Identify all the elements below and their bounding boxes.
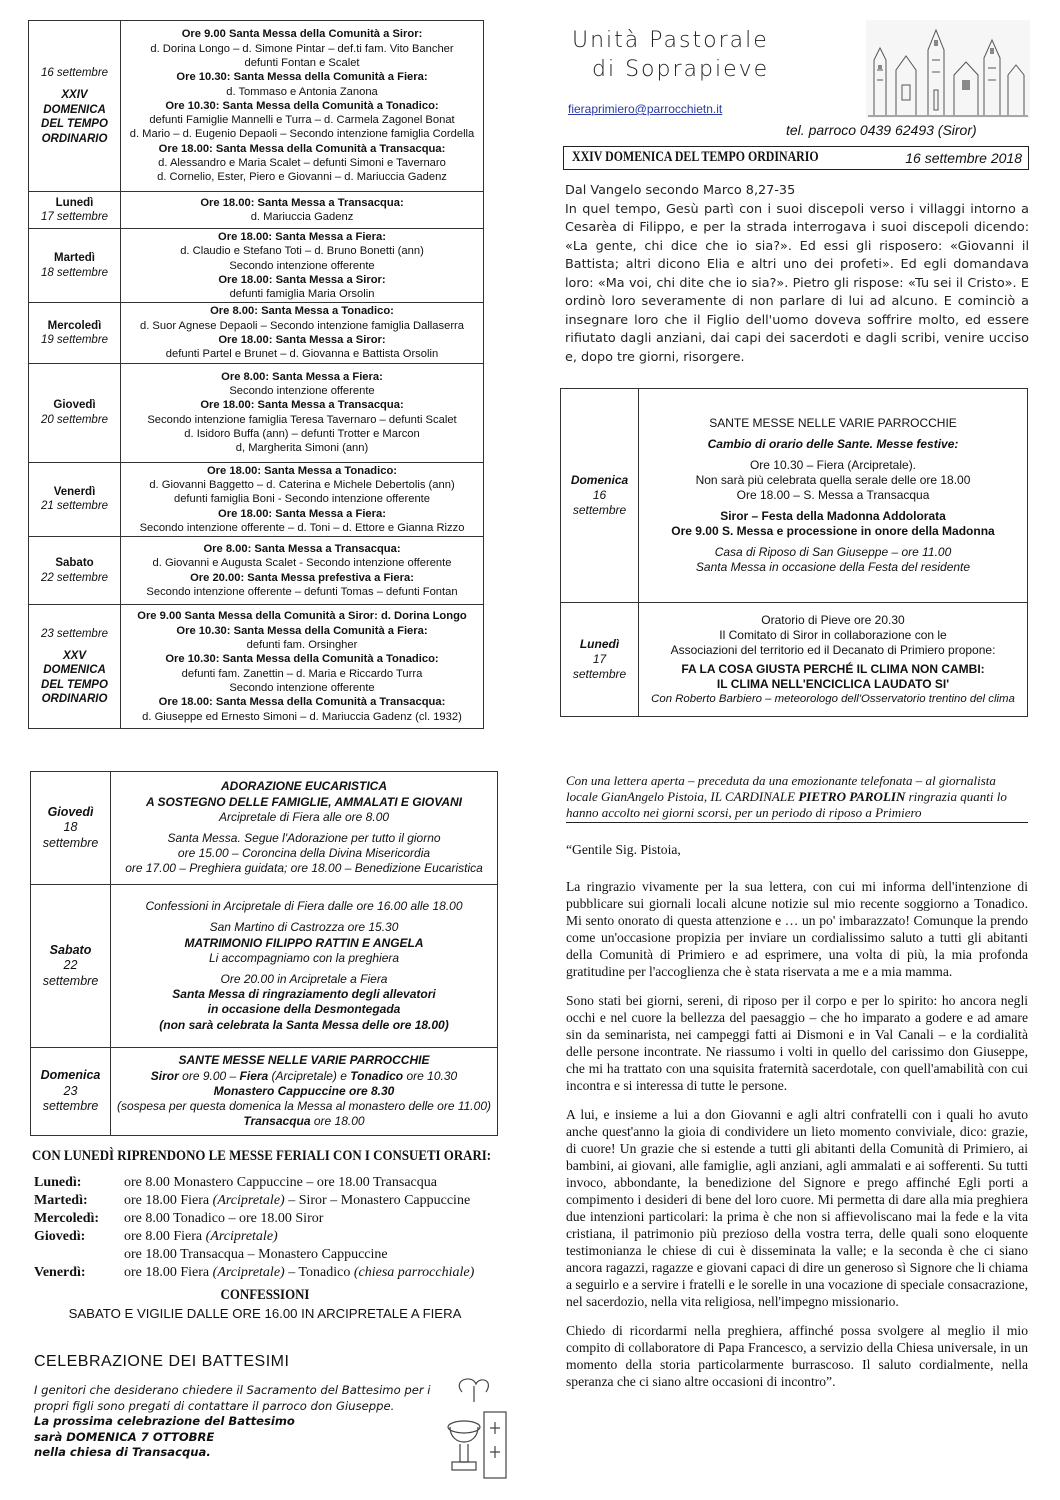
weekly-events-table	[30, 771, 498, 1136]
schedule-day-cell	[29, 192, 121, 229]
mass-time-line: Ore 18.00: Santa Messa a Siror:	[218, 273, 386, 286]
mass-intention-line: Secondo intenzione offerente	[229, 385, 375, 398]
mass-intention-line: d. Cornelio, Ester, Piero e Giovanni – d. Mariuccia Gadenz	[157, 171, 447, 184]
schedule-row	[29, 363, 484, 462]
day-name: Giovedì	[53, 399, 96, 412]
banner-sunday-title: XXIV DOMENICA DEL TEMPO ORDINARIO	[572, 149, 819, 165]
event-line: Santa Messa in occasione della Festa del residente	[695, 560, 971, 574]
liturgical-sunday	[32, 649, 117, 707]
wedding-title: MATRIMONIO FILIPPO RATTIN E ANGELA	[184, 935, 424, 950]
day-number: 18	[63, 820, 78, 835]
mass-intention-line: d. Giuseppe ed Ernesto Simoni – d. Mariuccia Gadenz (cl. 1932)	[142, 710, 462, 723]
day-date: 20 settembre	[40, 413, 109, 426]
mass-intention-line: d. Mariuccia Gadenz	[250, 211, 354, 223]
day-month: settembre	[572, 667, 627, 681]
day-name: Domenica	[40, 1068, 101, 1083]
weekday-mass-text: ore 8.00 Monastero Cappuccine – ore 18.00 Transacqua	[124, 1175, 437, 1190]
day-cell-saturday-22	[31, 885, 111, 1048]
liturgical-sunday-line: ORDINARIO	[41, 132, 108, 145]
weekday-masses-list	[34, 1174, 504, 1282]
mass-intention-line: d. Suor Agnese Depaoli – Secondo intenzione famiglia Dallaserra	[139, 319, 465, 332]
weekday-name: Lunedì:	[34, 1175, 82, 1190]
day-name: Domenica	[570, 473, 629, 487]
day-number: 16	[592, 488, 607, 502]
day-name: Martedì	[54, 252, 95, 265]
weekday-masses	[124, 1246, 388, 1264]
banner-date: 16 settembre 2018	[905, 150, 1022, 166]
mass-time-line: Ore 18.00: Santa Messa della Comunità a Transacqua:	[158, 142, 446, 155]
schedule-change-title: Cambio di orario delle Sante. Messe festive:	[707, 437, 959, 451]
cardinal-name: PIETRO PAROLIN	[798, 789, 906, 804]
parish-masses-line	[115, 1069, 493, 1084]
monday-17-events	[639, 603, 1028, 717]
letter-intro-text: Con una lettera aperta – preceduta da una emozionante telefonata – al giornalista locale GianAngelo Pistoia, IL CARDINALE	[566, 773, 996, 804]
mass-time-line: Ore 18.00: Santa Messa a Tonadico:	[206, 464, 398, 477]
mass-intention-line: Secondo intenzione offerente	[229, 681, 375, 694]
schedule-day-cell	[29, 605, 121, 729]
mass-intention-line: Secondo intenzione famiglia Teresa Tavernaro – defunti Scalet	[147, 413, 457, 426]
mass-intention-line: defunti Famiglie Mannelli e Turra – d. Carmela Zagonel Bonat	[149, 114, 455, 127]
sunday-23-events	[111, 1048, 498, 1136]
weekday-name: Venerdì:	[34, 1265, 86, 1280]
mass-time-line: Ore 9.00 Santa Messa della Comunità a Siror: d. Dorina Longo	[137, 610, 467, 623]
event-line: Confessioni in Arcipretale di Fiera dalle ore 16.00 alle 18.00	[145, 899, 463, 914]
mass-time: ore 10.30	[403, 1068, 458, 1083]
mass-intention-line: d. Alessandro e Maria Scalet – defunti Simoni e Tavernaro	[158, 157, 446, 170]
day-cell-sunday-16	[561, 389, 639, 603]
schedule-row	[29, 462, 484, 536]
day-month: settembre	[42, 1099, 99, 1114]
mass-time-line: Ore 18.00: Santa Messa a Fiera:	[218, 507, 386, 520]
mass-time: ore 9.00 –	[178, 1068, 240, 1083]
mass-intention-line: defunti famiglia Boni - Secondo intenzione offerente	[173, 493, 431, 506]
mass-schedule-table	[28, 20, 484, 729]
gospel-text: In quel tempo, Gesù partì con i suoi discepoli verso i villaggi intorno a Cesarèa di Filippo, e per la strada interrogava i suoi discepoli dicendo: «La gente, chi dice che io sia?». Ed essi gli risposero: «Giovanni il Battista; altri dicono Elia e altri uno dei profeti». Ed egli domandava loro: «Ma voi, chi dite che io sia?». Pietro gli rispose: «Tu sei il Cristo». E ordinò loro severamente di non parlare di lui ad alcuno. E cominciò a insegnare loro che il Figlio dell'uomo doveva soffrire molto, ed essere rifiutato dagli anziani, dai capi dei sacerdoti e dagli scribi, venire ucciso e, dopo tre giorni, risorgere.	[565, 201, 1029, 365]
liturgical-sunday-line: XXIV	[61, 89, 88, 102]
mass-time-line: Ore 18.00: Santa Messa a Siror:	[218, 334, 386, 347]
conference-title: IL CLIMA NELL'ENCICLICA LAUDATO SI'	[716, 676, 950, 691]
event-line: ore 17.00 – Preghiera guidata; ore 18.00 – Benedizione Eucaristica	[125, 861, 483, 876]
parish-events-table	[560, 388, 1028, 717]
event-line: Li accompagniamo con la preghiera	[208, 950, 400, 965]
schedule-row	[29, 229, 484, 303]
letter-greeting: “Gentile Sig. Pistoia,	[566, 842, 681, 857]
liturgical-sunday-line: DOMENICA	[43, 664, 106, 677]
letter-paragraph-3: A lui, e insieme a lui a don Giovanni e agli altri confratelli con i quali ho avuto anche quest'anno la gioia di condividere un lieto momento conviviale, dico: grazie, di cuore! Un grazie che si estende a tutti gli abitanti della Comunità di Primiero, ai bambini, ai giovani, alle famiglie, agli anziani, agli ammalati e ai sofferenti. Su tutti invoco, abbondante, la benedizione del Signore e prego affinché Egli porti a compimento i desideri di bene del loro cuore. Mi permetta di dare alla mia preghiera due intenzioni particolari: la prima è che non si affievoliscano mai la fede e la vita cristiana, il patrimonio più prezioso della vostra terra, delle quali sono eloquente testimonianza le chiese di cui è disseminata la valle; e la seconda è che ci siano ancora ragazzi, ragazze e giovani capaci di dire un generoso sì Signore che li chiama a seguirlo e a servire i fratelli e le sorelle in una vocazione di speciale consacrazione, nel sacerdozio, nella vita religiosa, nell'impegno missionario.	[566, 1107, 1028, 1309]
day-date: 18 settembre	[40, 266, 109, 279]
parish-name: Fiera	[239, 1068, 269, 1083]
schedule-day-cell	[29, 21, 121, 192]
events-heading: SANTE MESSE NELLE VARIE PARROCCHIE	[178, 1053, 430, 1068]
event-line: Arcipretale di Fiera alle ore 8.00	[218, 809, 390, 824]
mass-time-line: Ore 9.00 Santa Messa della Comunità a Siror:	[181, 28, 423, 41]
event-line: Santa Messa di ringraziamento degli allevatori	[172, 987, 436, 1002]
event-line: Associazioni del territorio ed il Decanato di Primiero propone:	[670, 642, 996, 657]
liturgical-sunday-line: ORDINARIO	[41, 693, 108, 706]
weekday-mass-text: ore 8.00 Tonadico – ore 18.00 Siror	[124, 1211, 324, 1226]
event-line: Il Comitato di Siror in collaborazione con le	[719, 627, 947, 642]
mass-time-line: Ore 18.00: Santa Messa a Transacqua:	[200, 399, 404, 412]
mass-time-line: Ore 18.00: Santa Messa della Comunità a Transacqua:	[158, 696, 446, 709]
weekday-name: Mercoledì:	[34, 1211, 100, 1226]
baptism-font-illustration	[442, 1372, 512, 1484]
mass-intention-line: defunti Partel e Brunet – d. Giovanna e Battista Orsolin	[165, 348, 439, 361]
schedule-row	[29, 537, 484, 605]
day-name: Giovedì	[47, 804, 94, 819]
day-month: settembre	[572, 503, 627, 517]
event-line: in occasione della Desmontegada	[207, 1002, 401, 1017]
weekly-schedule	[28, 20, 484, 729]
letter-intro-text: ringrazia quanti lo hanno accolto nei giorni scorsi, per un periodo di riposo a Primiero	[566, 789, 1007, 820]
liturgical-sunday-line: DOMENICA	[43, 103, 106, 116]
schedule-masses-cell	[121, 537, 484, 605]
event-line: (non sarà celebrata la Santa Messa delle ore 18.00)	[159, 1017, 449, 1032]
event-line: Casa di Riposo di San Giuseppe – ore 11.00	[714, 545, 952, 559]
day-name: Mercoledì	[47, 319, 102, 332]
confessions-title: CONFESSIONI	[220, 1287, 310, 1303]
mass-intention-line: defunti fam. Zanettin – d. Maria e Riccardo Turra	[181, 667, 423, 680]
event-line: Non sarà più celebrata quella serale delle ore 18.00	[695, 473, 971, 487]
baptism-text	[34, 1383, 454, 1461]
schedule-masses-cell	[121, 303, 484, 363]
letter-paragraph-4: Chiedo di ricordarmi nella preghiera, affinché possa svolgere al meglio il mio compito di collaboratore di Papa Francesco, a servizio della Chiesa universale, in un momento della storia particolarmente burrascoso. Il saluto cordialmente, nella speranza che ci siano altre occasioni di incontro”.	[566, 1323, 1028, 1389]
event-line: Monastero Cappuccine ore 8.30	[213, 1083, 395, 1098]
schedule-row	[29, 192, 484, 229]
schedule-masses-cell	[121, 605, 484, 729]
mass-time-line: Ore 10.30: Santa Messa della Comunità a Fiera:	[176, 624, 428, 637]
day-cell-sunday-23	[31, 1048, 111, 1136]
weekday-mass-text: – Tonadico	[284, 1265, 354, 1280]
schedule-masses-cell	[121, 462, 484, 536]
church-note: (Arcipretale)	[212, 1193, 285, 1208]
saturday-events	[111, 885, 498, 1048]
schedule-masses-cell	[121, 229, 484, 303]
parish-title-line1: Unità Pastorale	[572, 28, 769, 53]
mass-intention-line: d. Mario – d. Eugenio Depaoli – Secondo intenzione famiglia Cordella	[129, 128, 475, 141]
mass-intention-line: defunti Fontan e Scalet	[244, 56, 360, 69]
mass-intention-line: Secondo intenzione offerente – defunti Tomas – defunti Fontan	[146, 585, 458, 598]
event-line: Santa Messa. Segue l'Adorazione per tutto il giorno	[167, 831, 441, 845]
schedule-masses-cell	[121, 192, 484, 229]
day-name: Sabato	[55, 557, 94, 570]
weekday-row	[34, 1210, 504, 1228]
weekday-row	[34, 1246, 504, 1264]
liturgical-sunday-line: DEL TEMPO	[41, 678, 108, 691]
baptism-title: CELEBRAZIONE DEI BATTESIMI	[34, 1353, 290, 1370]
event-line: ore 15.00 – Coroncina della Divina Misericordia	[177, 846, 431, 861]
parish-name: Tonadico	[350, 1068, 404, 1083]
liturgical-sunday	[32, 88, 117, 146]
mass-intention-line: d. Dorina Longo – d. Simone Pintar – def.ti fam. Vito Bancher	[150, 42, 454, 55]
date-banner	[563, 146, 1029, 170]
mass-time-line: Ore 20.00: Santa Messa prefestiva a Fiera:	[190, 571, 414, 584]
confessions-text: SABATO E VIGILIE DALLE ORE 16.00 IN ARCIPRETALE A FIERA	[68, 1306, 462, 1321]
parish-title	[572, 28, 769, 82]
cardinal-letter	[566, 773, 1028, 1402]
mass-time-line: Ore 10.30: Santa Messa della Comunità a Fiera:	[176, 71, 428, 84]
letter-paragraph-2: Sono stati bei giorni, sereni, di riposo per il corpo e per lo spirito: ho ancora negli occhi e nel cuore la bellezza del paesaggio – che ho imparato a godere e ad amare sin da seminarista, nei campeggi fatti ai Dismoni e in Val Canali – e la cordialità delle persone incontrate. Ne riassumo i volti in quello del carissimo don Giuseppe, che mi ha trattato con una squisita fraternità sacerdotale, con quell'amabilità con cui incontra e si interessa di tutte le persone.	[566, 993, 1028, 1093]
weekday-name	[34, 1246, 124, 1264]
baptism-church: nella chiesa di Transacqua.	[34, 1445, 211, 1459]
event-line: Ore 20.00 in Arcipretale a Fiera	[220, 972, 388, 986]
feast-detail: Ore 9.00 S. Messa e processione in onore della Madonna	[671, 524, 995, 538]
weekday-masses-heading: CON LUNEDÌ RIPRENDONO LE MESSE FERIALI CON I CONSUETI ORARI:	[32, 1148, 492, 1164]
mass-time-line: Ore 8.00: Santa Messa a Tonadico:	[210, 305, 394, 318]
phone-number: tel. parroco 0439 62493 (Siror)	[786, 122, 977, 138]
weekday-masses	[124, 1192, 470, 1210]
schedule-masses-cell	[121, 363, 484, 462]
day-name: Venerdì	[53, 486, 96, 499]
conference-title: FA LA COSA GIUSTA PERCHÉ IL CLIMA NON CAMBI:	[681, 661, 985, 676]
weekday-mass-text: ore 18.00 Fiera	[124, 1193, 213, 1208]
weekday-mass-text: – Siror – Monastero Cappuccine	[284, 1193, 471, 1208]
weekday-name: Giovedì:	[34, 1229, 86, 1244]
church-note: (Arcipretale)	[212, 1265, 285, 1280]
mass-intention-line: defunti famiglia Maria Orsolin	[229, 288, 375, 301]
parish-title-line2: di Soprapieve	[592, 57, 770, 82]
day-number: 17	[592, 652, 607, 666]
parish-name: Siror	[150, 1068, 179, 1083]
day-month: settembre	[42, 973, 99, 988]
day-date: 17 settembre	[40, 211, 109, 223]
mass-intention-line: defunti fam. Orsingher	[246, 639, 358, 652]
adoration-subtitle: A SOSTEGNO DELLE FAMIGLIE, AMMALATI E GIOVANI	[145, 794, 462, 809]
thursday-events	[111, 772, 498, 885]
schedule-day-cell	[29, 462, 121, 536]
day-name: Lunedì	[55, 196, 94, 209]
schedule-row	[29, 605, 484, 729]
day-date: 23 settembre	[40, 627, 109, 640]
mass-intention-line: Secondo intenzione offerente	[229, 259, 375, 272]
letter-intro	[566, 773, 1028, 823]
schedule-day-cell	[29, 303, 121, 363]
church-note: (Arcipretale)	[205, 1229, 278, 1244]
mass-time-line: Ore 10.30: Santa Messa della Comunità a Tonadico:	[165, 99, 439, 112]
weekday-mass-text: ore 18.00 Fiera	[124, 1265, 213, 1280]
liturgical-sunday-line: XXV	[62, 650, 86, 663]
mass-time-line: Ore 18.00: Santa Messa a Transacqua:	[200, 196, 404, 209]
mass-intention-line: d. Giovanni Baggetto – d. Caterina e Michele Debertolis (ann)	[149, 478, 455, 491]
schedule-day-cell	[29, 363, 121, 462]
churches-illustration	[866, 20, 1030, 118]
baptism-date: sarà DOMENICA 7 OTTOBRE	[34, 1429, 215, 1444]
day-number: 22	[63, 958, 78, 973]
day-date: 21 settembre	[40, 500, 109, 513]
baptism-line: I genitori che desiderano chiedere il Sacramento del Battesimo per i	[34, 1383, 431, 1397]
church-note: (chiesa parrocchiale)	[353, 1265, 475, 1280]
event-line: Oratorio di Pieve ore 20.30	[761, 612, 905, 627]
day-name: Lunedì	[579, 637, 620, 651]
mass-intention-line: d. Tommaso e Antonia Zanona	[226, 85, 378, 98]
gospel-section	[565, 182, 1029, 367]
schedule-row	[29, 303, 484, 363]
event-line: (sospesa per questa domenica la Messa al monastero delle ore 11.00)	[117, 1099, 491, 1114]
day-month: settembre	[42, 835, 99, 850]
parish-name: Transacqua	[243, 1114, 311, 1129]
feast-title: Siror – Festa della Madonna Addolorata	[720, 509, 946, 523]
weekday-masses	[124, 1174, 437, 1192]
weekday-masses	[124, 1228, 278, 1246]
sunday-16-events	[639, 389, 1028, 603]
weekday-masses	[124, 1264, 474, 1282]
day-date: 22 settembre	[40, 571, 109, 584]
day-date: 19 settembre	[40, 334, 109, 347]
weekday-row	[34, 1174, 504, 1192]
day-cell-monday-17	[561, 603, 639, 717]
schedule-day-cell	[29, 229, 121, 303]
mass-time-line: Ore 10.30: Santa Messa della Comunità a Tonadico:	[165, 653, 439, 666]
day-date: 16 settembre	[40, 67, 109, 80]
weekday-mass-text: ore 8.00 Fiera	[124, 1229, 206, 1244]
mass-intention-line: d. Claudio e Stefano Toti – d. Bruno Bonetti (ann)	[180, 245, 424, 258]
weekday-masses	[124, 1210, 323, 1228]
gospel-reference: Dal Vangelo secondo Marco 8,27-35	[565, 183, 796, 198]
weekday-row	[34, 1264, 504, 1282]
mass-intention-line: d, Margherita Simoni (ann)	[235, 442, 369, 455]
mass-time-line: Ore 8.00: Santa Messa a Transacqua:	[203, 543, 401, 556]
baptism-line: propri figli sono pregati di contattare il parroco don Giuseppe.	[34, 1398, 395, 1413]
mass-time: ore 18.00	[310, 1114, 365, 1129]
schedule-row	[29, 21, 484, 192]
weekday-row	[34, 1192, 504, 1210]
mass-intention-line: d. Giovanni e Augusta Scalet - Secondo intenzione offerente	[152, 557, 452, 570]
mass-detail: (Arcipretale) e	[268, 1068, 351, 1083]
event-line: Ore 18.00 – S. Messa a Transacqua	[736, 488, 930, 502]
event-line: Ore 10.30 – Fiera (Arcipretale).	[749, 458, 917, 472]
baptism-line: La prossima celebrazione del Battesimo	[34, 1414, 295, 1428]
day-number: 23	[63, 1083, 78, 1098]
schedule-day-cell	[29, 537, 121, 605]
email-link[interactable]: fieraprimiero@parrocchietn.it	[568, 102, 723, 116]
mass-time-line: Ore 8.00: Santa Messa a Fiera:	[221, 370, 383, 383]
weekday-name: Martedì:	[34, 1193, 88, 1208]
weekday-mass-text: ore 18.00 Transacqua – Monastero Cappuccine	[124, 1247, 388, 1262]
conference-speaker: Con Roberto Barbiero – meteorologo dell'Osservatorio trentino del clima	[651, 692, 1015, 705]
liturgical-sunday-line: DEL TEMPO	[41, 118, 108, 131]
adoration-title: ADORAZIONE EUCARISTICA	[220, 779, 387, 794]
mass-time-line: Ore 18.00: Santa Messa a Fiera:	[218, 231, 386, 243]
event-line: San Martino di Castrozza ore 15.30	[209, 920, 399, 935]
day-cell-thursday-18	[31, 772, 111, 885]
weekday-row	[34, 1228, 504, 1246]
schedule-masses-cell	[121, 21, 484, 192]
transacqua-line	[115, 1114, 493, 1129]
events-heading: SANTE MESSE NELLE VARIE PARROCCHIE	[709, 416, 957, 430]
mass-intention-line: d. Isidoro Buffa (ann) – defunti Trotter e Marcon	[184, 427, 420, 440]
mass-intention-line: Secondo intenzione offerente – d. Toni – d. Ettore e Gianna Rizzo	[139, 521, 465, 534]
day-name: Sabato	[49, 942, 92, 957]
letter-paragraph-1: La ringrazio vivamente per la sua lettera, con cui mi informa dell'intenzione di pubblicare sui giornali locali alcune notizie sul mio recente soggiorno a Tonadico. Mi sento onorato di questa attenzione e … un po' imbarazzato! Comunque la prendo come un'occasione propizia per inviare un cordialissimo saluto a tutti gli abitanti della Comunità di Primiero e ad esprimere, una volta di più, la mia profonda gratitudine per l'accoglienza che è stata riservata a me e a mia mamma.	[566, 879, 1028, 979]
